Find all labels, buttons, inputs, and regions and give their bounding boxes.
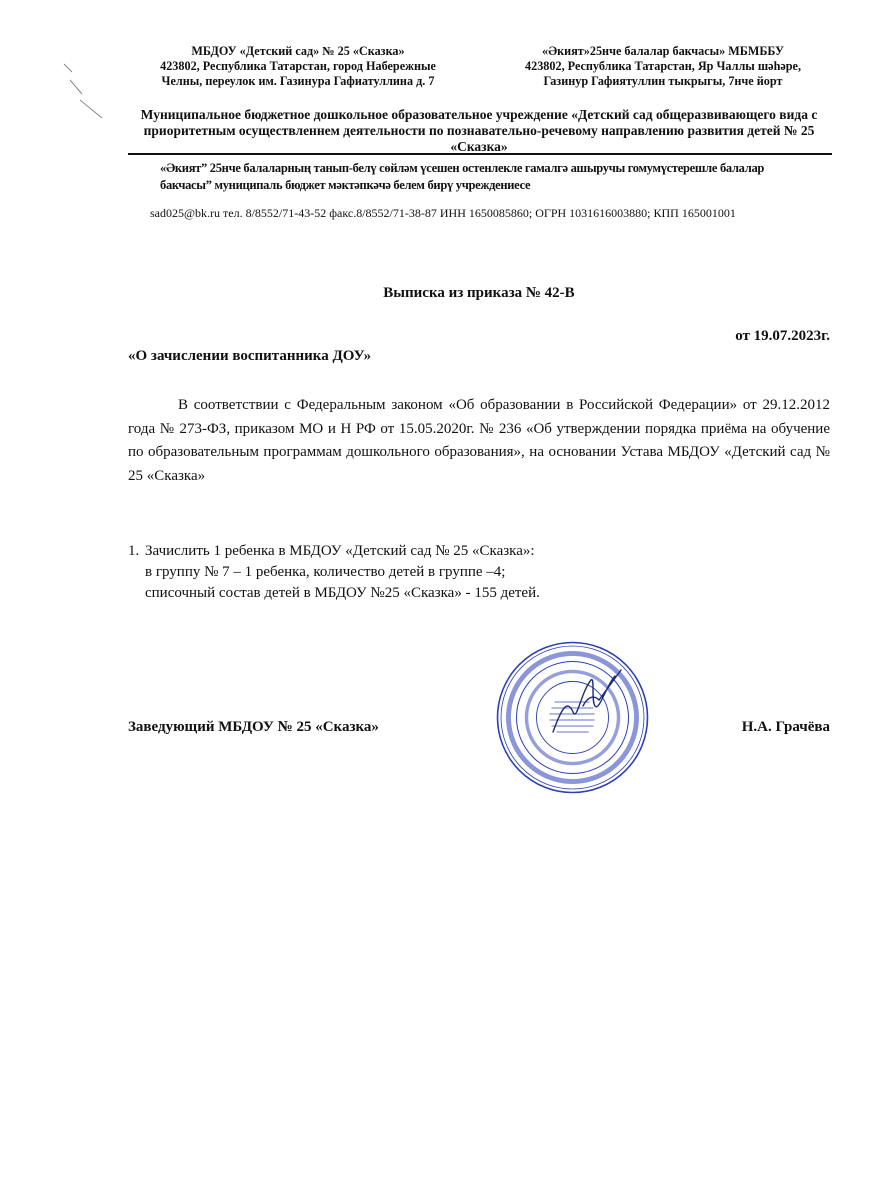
list-item	[128, 541, 830, 604]
contact-details: sad025@bk.ru тел. 8/8552/71-43-52 факс.8/8552/71-38-87 ИНН 1650085860; ОГРН 1031616003880; КПП 165001001	[150, 206, 736, 220]
official-stamp	[495, 640, 650, 795]
list-line: Зачислить 1 ребенка в МБДОУ «Детский сад № 25 «Сказка»:	[145, 543, 535, 559]
header-left-line: МБДОУ «Детский сад» № 25 «Сказка»	[191, 44, 405, 58]
body-text: В соответствии с Федеральным законом «Об образовании в Российской Федерации» от 29.12.2012 года № 273-ФЗ, приказом МО и Н РФ от 15.05.2020г. № 236 «Об утверждении порядка приёма на обучение по образовательным программам дошкольного образования», на основании Устава МБДОУ «Детский сад № 25 «Сказка»	[128, 397, 830, 484]
header-left-line: Челны, переулок им. Газинура Гафиатуллина д. 7	[161, 74, 435, 88]
document-title: Выписка из приказа № 42-В	[383, 285, 575, 301]
order-list	[128, 541, 830, 604]
document-subject: «О зачислении воспитанника ДОУ»	[128, 348, 372, 364]
list-line: в группу № 7 – 1 ребенка, количество детей в группе –4;	[145, 564, 506, 580]
organization-tatar-name: «Әкият” 25нче балаларның танып-белү сөйләм үсешен остенлекле гамалгә ашыручы гомумүстерешле балалар бакчасы” муниципаль бюджет мәктәпкәчә белем бирү учреждениесе	[160, 161, 765, 192]
header-right-line: 423802, Республика Татарстан, Яр Чаллы шәһәре,	[525, 59, 801, 73]
header-divider	[128, 153, 832, 155]
signatory-name: Н.А. Грачёва	[741, 719, 830, 735]
list-line: списочный состав детей в МБДОУ №25 «Сказка» - 155 детей.	[145, 585, 540, 601]
organization-full-name: Муниципальное бюджетное дошкольное образовательное учреждение «Детский сад общеразвивающего вида с приоритетным осуществленнем деятельности по познавательно-речевому направлению развития детей № 25 «Сказка»	[140, 107, 818, 154]
document-date: от 19.07.2023г.	[735, 328, 830, 344]
list-item-number: 1.	[128, 543, 140, 559]
scan-mark	[60, 60, 110, 120]
header-left-block	[118, 44, 478, 89]
header-left-line: 423802, Республика Татарстан, город Набережные	[160, 59, 436, 73]
body-paragraph	[128, 394, 830, 488]
signature-mark	[553, 670, 621, 732]
header-right-line: Газинур Гафиятуллин тыкрыгы, 7нче йорт	[543, 74, 783, 88]
header-right-block	[488, 44, 838, 89]
header-right-line: «Әкият»25нче балалар бакчасы» МБМББУ	[542, 44, 784, 58]
signatory-title: Заведующий МБДОУ № 25 «Сказка»	[128, 719, 379, 735]
